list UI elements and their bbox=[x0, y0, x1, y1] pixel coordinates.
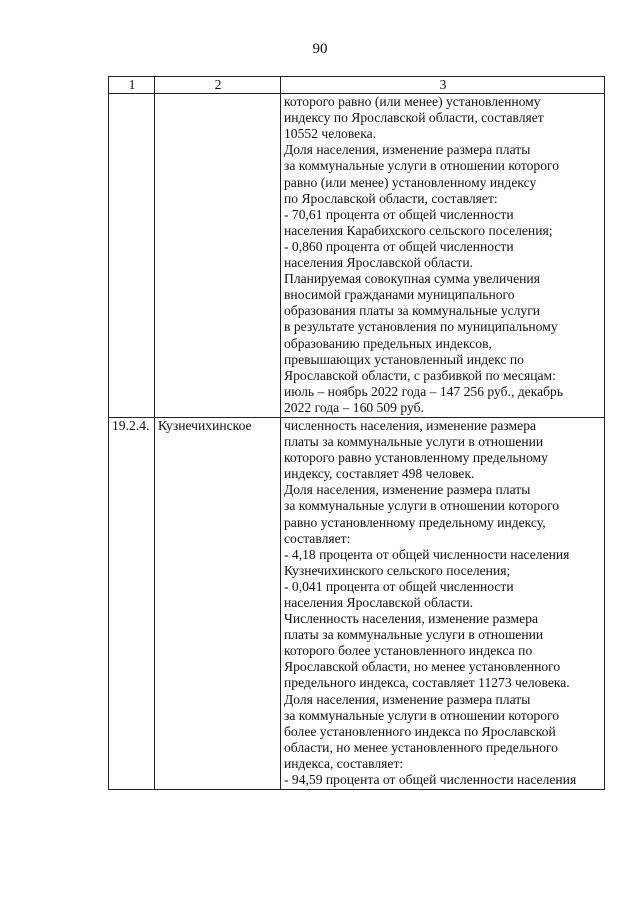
description-line: за коммунальные услуги в отношении которого bbox=[284, 158, 560, 174]
description-line: за коммунальные услуги в отношении которого bbox=[284, 707, 560, 723]
row-number: 19.2.4. bbox=[112, 417, 150, 433]
description-line: равно установленному предельному индексу, bbox=[284, 514, 546, 530]
description-line: составляет: bbox=[284, 530, 351, 546]
settlement-name-cell bbox=[155, 94, 281, 418]
description-line: индексу по Ярославской области, составляет bbox=[284, 110, 544, 126]
description-line: вносимой гражданами муниципального bbox=[284, 287, 515, 303]
description-line: - 0,041 процента от общей численности bbox=[284, 578, 514, 594]
description-line: Доля населения, изменение размера платы bbox=[284, 482, 531, 498]
page-number: 90 bbox=[312, 41, 328, 57]
description-line: индексу, составляет 498 человек. bbox=[284, 466, 475, 482]
description-line: - 70,61 процента от общей численности bbox=[284, 206, 514, 222]
description-line: области, но менее установленного предельного bbox=[284, 739, 558, 755]
description-line: населения Ярославской области. bbox=[284, 255, 474, 271]
description-line: превышающих установленный индекс по bbox=[284, 351, 524, 367]
description-line: 2022 года – 160 509 руб. bbox=[284, 399, 424, 415]
description-line: Доля населения, изменение размера платы bbox=[284, 142, 531, 158]
description-line: июль – ноябрь 2022 года – 147 256 руб., декабрь bbox=[284, 383, 564, 399]
description-line: индекса, составляет: bbox=[284, 755, 404, 771]
description-line: за коммунальные услуги в отношении которого bbox=[284, 498, 560, 514]
description-line: предельного индекса, составляет 11273 человека. bbox=[284, 675, 570, 691]
description-line: равно (или менее) установленному индексу bbox=[284, 174, 537, 190]
column-header-3: 3 bbox=[281, 77, 605, 94]
table-header-row bbox=[109, 77, 605, 94]
description-line: Доля населения, изменение размера платы bbox=[284, 691, 531, 707]
description-line: по Ярославской области, составляет: bbox=[284, 190, 498, 206]
description-line: образованию предельных индексов, bbox=[284, 335, 492, 351]
description-line: Планируемая совокупная сумма увеличения bbox=[284, 271, 540, 287]
description-line: более установленного индекса по Ярославской bbox=[284, 723, 556, 739]
description-line: Кузнечихинского сельского поселения; bbox=[284, 562, 511, 578]
description-line: численность населения, изменение размера bbox=[284, 417, 537, 433]
description-line: 10552 человека. bbox=[284, 126, 377, 142]
table-row bbox=[109, 94, 605, 418]
description-line: которого равно установленному предельному bbox=[284, 450, 548, 466]
description-line: платы за коммунальные услуги в отношении bbox=[284, 627, 544, 643]
description-line: которого более установленного индекса по bbox=[284, 643, 533, 659]
description-line: - 0,860 процента от общей численности bbox=[284, 238, 514, 254]
settlement-name-cell bbox=[155, 417, 281, 789]
column-header-1: 1 bbox=[109, 77, 155, 94]
document-table bbox=[108, 76, 605, 790]
description-line: населения Ярославской области. bbox=[284, 595, 474, 610]
description-cell bbox=[281, 417, 605, 789]
description-line: - 94,59 процента от общей численности населения bbox=[284, 772, 577, 788]
row-number-cell bbox=[109, 417, 155, 789]
description-line: в результате установления по муниципальному bbox=[284, 319, 558, 335]
row-number-cell bbox=[109, 94, 155, 418]
description-line: платы за коммунальные услуги в отношении bbox=[284, 434, 544, 450]
description-line: населения Карабихского сельского поселения; bbox=[284, 222, 553, 238]
table-row bbox=[109, 417, 605, 789]
description-line: Ярославской области, с разбивкой по месяцам: bbox=[284, 367, 556, 383]
description-line: Численность населения, изменение размера bbox=[284, 611, 539, 627]
description-line: Ярославской области, но менее установленного bbox=[284, 659, 561, 675]
column-header-2: 2 bbox=[155, 77, 281, 94]
description-cell bbox=[281, 94, 605, 418]
description-line: - 4,18 процента от общей численности населения bbox=[284, 546, 570, 562]
description-line: которого равно (или менее) установленному bbox=[284, 94, 541, 110]
settlement-name: Кузнечихинское bbox=[158, 417, 252, 433]
description-line: образования платы за коммунальные услуги bbox=[284, 303, 541, 319]
